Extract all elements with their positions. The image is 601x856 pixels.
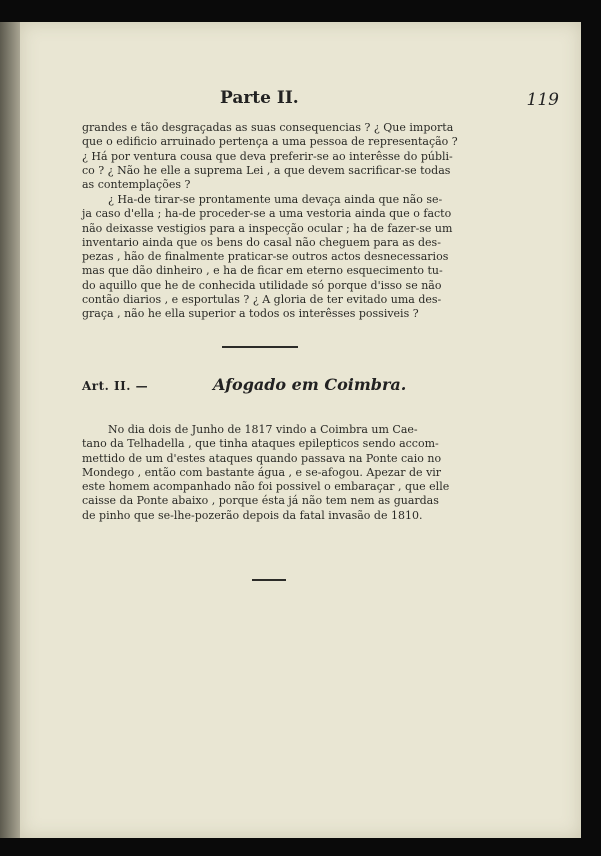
text-line: não deixasse vestigios para a inspecção ocular ; ha de fazer-se um — [82, 221, 453, 235]
text-line: ¿ Há por ventura cousa que deva preferir-se ao interêsse do públi- — [82, 149, 453, 163]
text-line: Mondego , então com bastante água , e se-afogou. Apezar de vir — [82, 465, 442, 479]
text-line: de pinho que se-lhe-pozerão depois da fatal invasão de 1810. — [82, 508, 423, 522]
article-number-label: Art. II. — — [82, 379, 149, 393]
facing-page-edge — [0, 22, 20, 838]
text-line: grandes e tão desgraçadas as suas consequencias ? ¿ Que importa — [82, 121, 454, 134]
text-line: co ? ¿ Não he elle a suprema Lei , a que devem sacrificar-se todas — [82, 163, 451, 177]
text-line: mettido de um d'estes ataques quando passava na Ponte caio no — [82, 451, 442, 465]
end-divider — [252, 579, 286, 581]
text-line: contão diarios , e esportulas ? ¿ A gloria de ter evitado uma des- — [82, 293, 442, 307]
article-title: Afogado em Coimbra. — [213, 375, 407, 394]
section-divider — [222, 346, 298, 348]
text-line: ¿ Ha-de tirar-se prontamente uma devaça ainda que não se- — [108, 193, 443, 206]
text-line: caisse da Ponte abaixo , porque ésta já não tem nem as guardas — [82, 494, 439, 508]
paragraph-2 — [82, 193, 496, 322]
paragraph-3 — [82, 423, 496, 523]
paragraph-1 — [82, 121, 496, 192]
article-heading — [82, 375, 502, 394]
text-line: do aquillo que he de conhecida utilidade só porque d'isso se não — [82, 278, 442, 292]
text-line: pezas , hão de finalmente praticar-se outros actos desnecessarios — [82, 250, 449, 264]
text-line: que o edificio arruinado pertença a uma pessoa de representação ? — [82, 135, 458, 149]
text-line: ja caso d'ella ; ha-de proceder-se a uma vestoria ainda que o facto — [82, 207, 452, 221]
running-header-title: Parte II. — [220, 88, 299, 108]
book-page — [20, 22, 581, 838]
text-line: No dia dois de Junho de 1817 vindo a Coimbra um Cae- — [108, 423, 418, 436]
text-line: este homem acompanhado não foi possivel o embaraçar , que elle — [82, 480, 450, 494]
text-line: tano da Telhadella , que tinha ataques epilepticos sendo accom- — [82, 437, 439, 451]
text-line: inventario ainda que os bens do casal não cheguem para as des- — [82, 235, 441, 249]
text-line: mas que dão dinheiro , e ha de ficar em eterno esquecimento tu- — [82, 264, 443, 278]
text-line: graça , não he ella superior a todos os interêsses possiveis ? — [82, 307, 419, 321]
page-number: 119 — [526, 90, 559, 110]
text-line: as contemplações ? — [82, 178, 191, 192]
